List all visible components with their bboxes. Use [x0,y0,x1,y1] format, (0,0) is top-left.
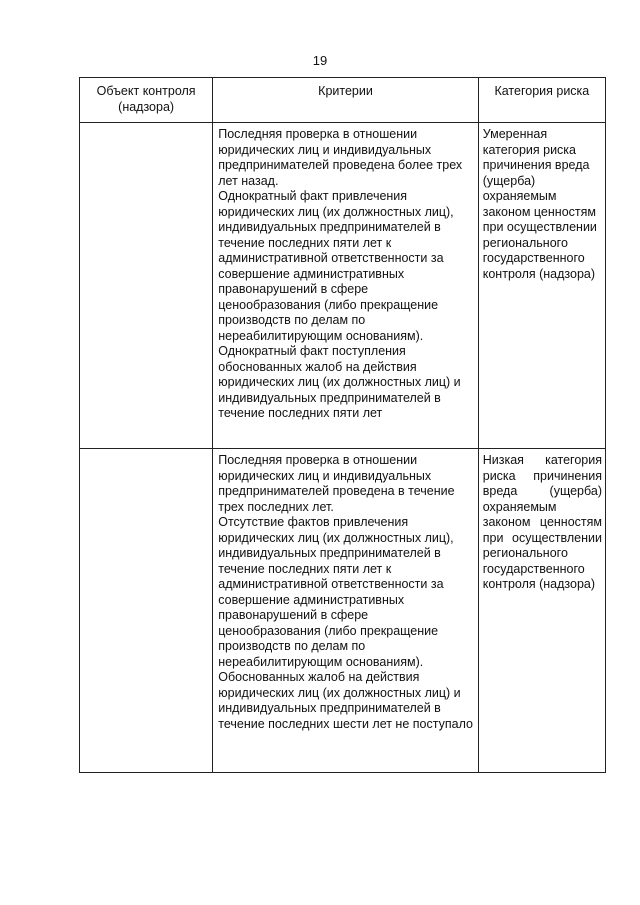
risk-category-cell [478,449,605,773]
page-number: 19 [312,53,328,68]
criteria-paragraph: Обоснованных жалоб на действия юридических лиц (их должностных лиц) и индивидуальных предпринимателей в течение последних шести лет не поступало [218,670,473,731]
criteria-paragraph: Однократный факт привлечения юридических лиц (их должностных лиц), индивидуальных предпринимателей в течение последних пяти лет к административной ответственности за совершение административных правонарушений в сфере ценообразования (либо прекращение производств по делам по нереабилитирующим основаниям). [218,189,454,343]
criteria-paragraph: Последняя проверка в отношении юридических лиц и индивидуальных предпринимателей проведена более трех лет назад. [218,127,463,188]
criteria-paragraph: Однократный факт поступления обоснованных жалоб на действия юридических лиц (их должностных лиц) и индивидуальных предпринимателей в течение последних пяти лет [218,344,461,420]
object-cell [80,449,213,773]
table-header-row [80,78,606,123]
object-cell [80,123,213,449]
table-row [80,123,606,449]
criteria-paragraph: Отсутствие фактов привлечения юридических лиц (их должностных лиц), индивидуальных предпринимателей в течение последних пяти лет к административной ответственности за совершение административных правонарушений в сфере ценообразования (либо прекращение производств по делам по нереабилитирующим основаниям). [218,515,454,669]
risk-category-text: Низкая категория риска причинения вреда (ущерба) охраняемым законом ценностям при осуществлении регионального государственного контроля (надзора) [482,453,602,591]
header-risk-category: Категория риска [478,78,605,123]
risk-category-text: Умеренная категория риска причинения вреда (ущерба) охраняемым законом ценностям при осуществлении регионального государственного контроля (надзора) [482,127,597,281]
risk-criteria-table [79,77,606,773]
risk-category-cell [478,123,605,449]
criteria-paragraph: Последняя проверка в отношении юридических лиц и индивидуальных предпринимателей проведена в течение трех последних лет. [218,453,455,514]
criteria-cell [213,449,479,773]
criteria-cell [213,123,479,449]
table-row [80,449,606,773]
header-criteria: Критерии [213,78,479,123]
header-object: Объект контроля (надзора) [80,78,213,123]
